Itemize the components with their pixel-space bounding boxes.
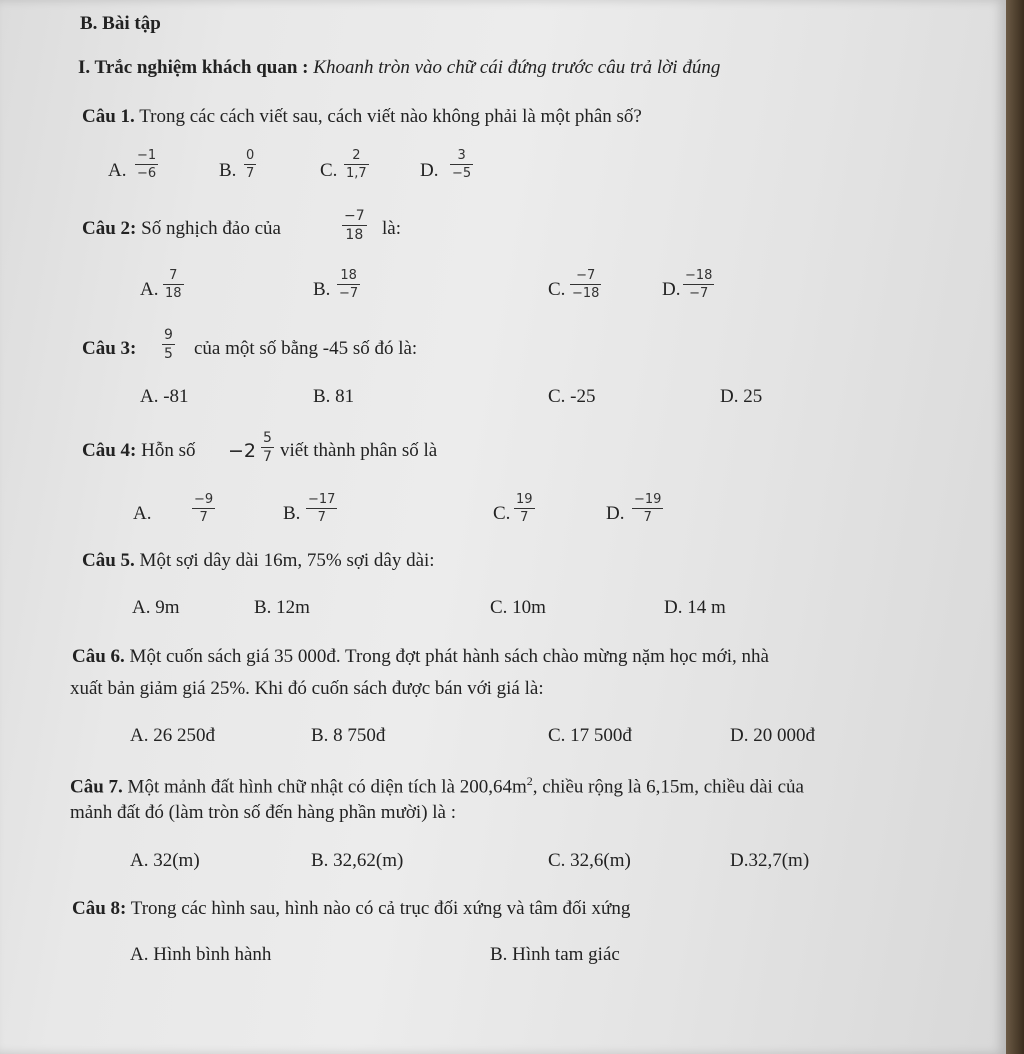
question-text: Trong các hình sau, hình nào có cả trục đối xứng và tâm đối xứng [130,898,631,919]
q4-option-a-letter[interactable]: A. [133,503,152,524]
q2-option-b-fraction[interactable]: 18 −7 [339,268,359,301]
section-title: I. Trắc nghiệm khách quan : [78,57,309,78]
q1-option-c-fraction[interactable]: 2 1,7 [346,148,367,181]
q2-fraction: −7 18 [344,208,365,243]
question-label: Câu 8: [72,898,127,919]
q8-option-a[interactable]: A. Hình bình hành [130,944,272,965]
q2-option-c-fraction[interactable]: −7 −18 [572,268,600,301]
question-text-tail: , chiều rộng là 6,15m, chiều dài của [532,776,804,798]
superscript: 2 [526,774,533,788]
q1-option-b-letter[interactable]: B. [219,160,237,181]
question-4 [82,440,196,462]
q8-option-b[interactable]: B. Hình tam giác [490,944,620,965]
q4-option-b-letter[interactable]: B. [283,503,301,524]
section-instruction-text: Khoanh tròn vào chữ cái đứng trước câu trả lời đúng [313,57,721,78]
q4-tail: viết thành phân số là [280,440,438,461]
q6-option-a[interactable]: A. 26 250đ [130,725,215,746]
desk-edge [1006,0,1024,1054]
question-label: Câu 6. [72,646,125,667]
q7-option-a[interactable]: A. 32(m) [130,850,200,871]
q2-option-a-fraction[interactable]: 7 18 [165,268,182,301]
question-text: Một cuốn sách giá 35 000đ. Trong đợt phát hành sách chào mừng nặm học mới, nhà [129,646,769,667]
q1-option-d-fraction[interactable]: 3 −5 [452,148,472,181]
q6-option-b[interactable]: B. 8 750đ [311,725,386,746]
q6-option-d[interactable]: D. 20 000đ [730,725,815,746]
q5-option-c[interactable]: C. 10m [490,597,546,618]
question-5 [82,550,435,572]
question-7-line1 [70,770,804,798]
question-text: Hỗn số [141,440,196,461]
q4-option-d-letter[interactable]: D. [606,503,625,524]
q5-option-a[interactable]: A. 9m [132,597,180,618]
question-label: Câu 2: [82,218,137,239]
q2-option-d-fraction[interactable]: −18 −7 [685,268,713,301]
q4-option-b-fraction[interactable]: −17 7 [308,492,336,525]
question-3-label: Câu 3: [82,338,137,359]
question-8 [72,898,630,920]
question-text: Một sợi dây dài 16m, 75% sợi dây dài: [139,550,435,571]
q5-option-d[interactable]: D. 14 m [664,597,726,618]
q4-fraction-part: 5 7 [263,430,272,465]
question-text: Một mảnh đất hình chữ nhật có diện tích là 200,64m [127,776,527,798]
q1-option-a-letter[interactable]: A. [108,160,127,181]
q3-option-a[interactable]: A. -81 [140,386,189,407]
q2-option-c-letter[interactable]: C. [548,279,566,300]
question-7-line2: mảnh đất đó (làm tròn số đến hàng phần mười) là : [70,802,457,823]
q7-option-d[interactable]: D.32,7(m) [730,850,810,871]
q4-option-d-fraction[interactable]: −19 7 [634,492,662,525]
q1-option-b-fraction[interactable]: 0 7 [246,148,255,181]
heading-exercises: B. Bài tập [80,13,161,34]
q2-option-d-letter[interactable]: D. [662,279,681,300]
q3-option-c[interactable]: C. -25 [548,386,596,407]
q3-option-d[interactable]: D. 25 [720,386,763,407]
section-instructions [78,57,720,79]
question-3-text: của một số bằng -45 số đó là: [194,338,418,359]
q7-option-c[interactable]: C. 32,6(m) [548,850,631,871]
q4-option-c-fraction[interactable]: 19 7 [516,492,533,525]
q6-option-c[interactable]: C. 17 500đ [548,725,632,746]
q3-option-b[interactable]: B. 81 [313,386,355,407]
question-label: Câu 4: [82,440,137,461]
q3-fraction: 9 5 [164,327,173,362]
q1-option-d-letter[interactable]: D. [420,160,439,181]
question-text: Số nghịch đảo của [141,218,281,239]
q1-option-c-letter[interactable]: C. [320,160,338,181]
question-6-line1 [72,646,769,668]
question-label: Câu 7. [70,776,123,798]
q7-option-b[interactable]: B. 32,62(m) [311,850,404,871]
q2-option-b-letter[interactable]: B. [313,279,331,300]
q4-option-a-fraction[interactable]: −9 7 [194,492,214,525]
q4-whole-part: −2 [228,440,257,462]
q2-tail: là: [382,218,401,239]
q4-option-c-letter[interactable]: C. [493,503,511,524]
question-text: Trong các cách viết sau, cách viết nào không phải là một phân số? [139,106,642,127]
q5-option-b[interactable]: B. 12m [254,597,310,618]
question-label: Câu 5. [82,550,135,571]
q1-option-a-fraction[interactable]: −1 −6 [137,148,157,181]
question-label: Câu 1. [82,106,135,127]
question-1 [82,106,642,128]
question-6-line2: xuất bản giảm giá 25%. Khi đó cuốn sách được bán với giá là: [70,678,544,699]
question-2 [82,218,281,240]
q2-option-a-letter[interactable]: A. [140,279,159,300]
